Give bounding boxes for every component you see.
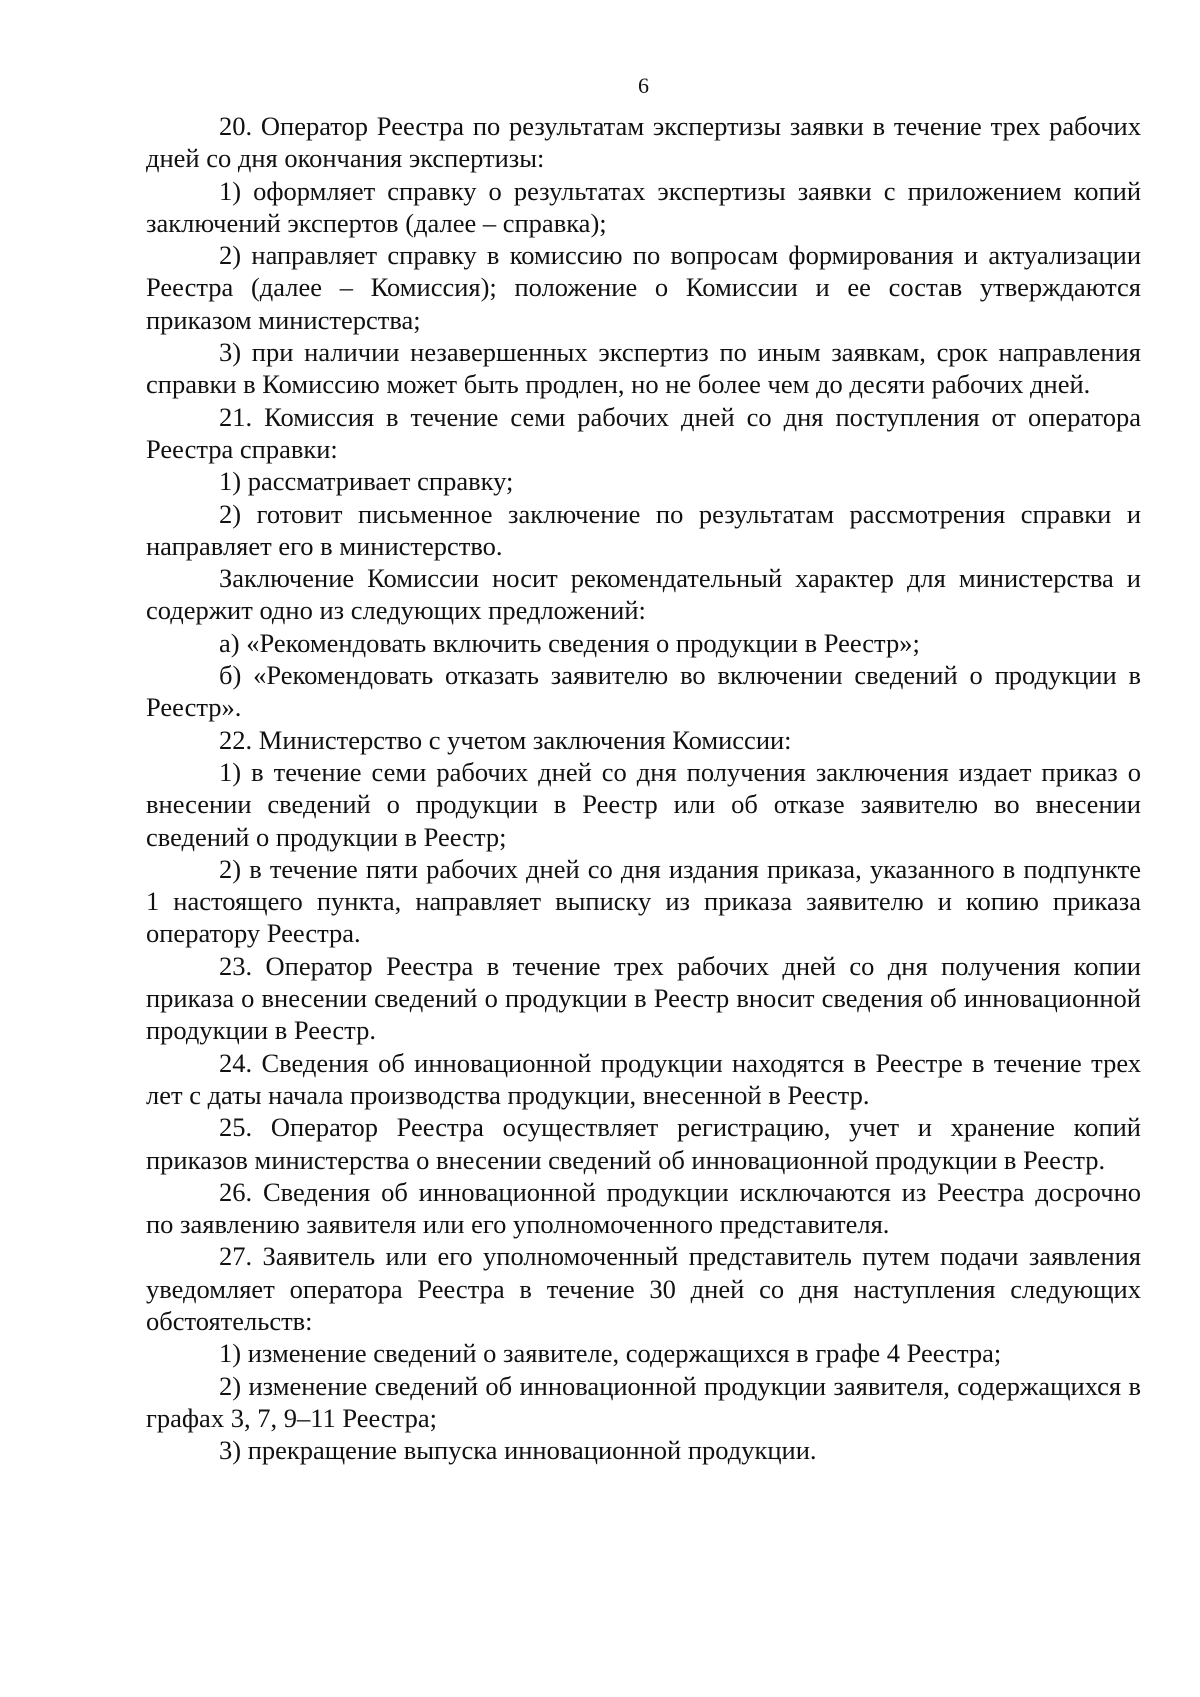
paragraph: 22. Министерство с учетом заключения Комиссии:	[219, 724, 792, 755]
paragraph: 1) в течение семи рабочих дней со дня получения заключения издает приказ о внесении сведений о продукции в Реестр или об отказе заявителю во внесении сведений о продукции в Реестр;	[146, 756, 1141, 852]
paragraph: б) «Рекомендовать отказать заявителю во включении сведений о продукции в Реестр».	[146, 660, 1141, 723]
paragraph: 2) изменение сведений об инновационной продукции заявителя, содержащихся в графах 3, 7, 9–11 Реестра;	[146, 1370, 1141, 1433]
paragraph: 2) направляет справку в комиссию по вопросам формирования и актуализации Реестра (далее – Комиссия); положение о Комиссии и ее состав утверждаются приказом министерства;	[146, 240, 1141, 335]
page-number: 6	[638, 73, 649, 98]
paragraph: 1) рассматривает справку;	[219, 466, 514, 497]
paragraph: 25. Оператор Реестра осуществляет регистрацию, учет и хранение копий приказов министерства о внесении сведений об инновационной продукции в Реестр.	[146, 1112, 1141, 1175]
paragraph: 23. Оператор Реестра в течение трех рабочих дней со дня получения копии приказа о внесении сведений о продукции в Реестр вносит сведения об инновационной продукции в Реестр.	[146, 950, 1141, 1046]
paragraph: 3) при наличии незавершенных экспертиз по иным заявкам, срок направления справки в Комиссию может быть продлен, но не более чем до десяти рабочих дней.	[146, 337, 1141, 400]
paragraph: Заключение Комиссии носит рекомендательный характер для министерства и содержит одно из следующих предложений:	[146, 563, 1141, 626]
paragraph: 20. Оператор Реестра по результатам экспертизы заявки в течение трех рабочих дней со дня окончания экспертизы:	[146, 111, 1141, 174]
paragraph: 1) изменение сведений о заявителе, содержащихся в графе 4 Реестра;	[219, 1338, 1002, 1369]
paragraph: 2) в течение пяти рабочих дней со дня издания приказа, указанного в подпункте 1 настоящего пункта, направляет выписку из приказа заявителю и копию приказа оператору Реестра.	[146, 853, 1141, 949]
document-body	[146, 110, 1141, 1466]
paragraph: 26. Сведения об инновационной продукции исключаются из Реестра досрочно по заявлению заявителя или его уполномоченного представителя.	[146, 1176, 1141, 1240]
paragraph: 2) готовит письменное заключение по результатам рассмотрения справки и направляет его в министерство.	[146, 498, 1141, 561]
paragraph: а) «Рекомендовать включить сведения о продукции в Реестр»;	[219, 627, 920, 658]
paragraph: 24. Сведения об инновационной продукции находятся в Реестре в течение трех лет с даты начала производства продукции, внесенной в Реестр.	[146, 1047, 1141, 1110]
paragraph: 1) оформляет справку о результатах экспертизы заявки с приложением копий заключений экспертов (далее – справка);	[146, 175, 1141, 238]
paragraph: 21. Комиссия в течение семи рабочих дней со дня поступления от оператора Реестра справки:	[146, 401, 1141, 464]
paragraph: 27. Заявитель или его уполномоченный представитель путем подачи заявления уведомляет оператора Реестра в течение 30 дней со дня наступления следующих обстоятельств:	[146, 1241, 1141, 1336]
paragraph: 3) прекращение выпуска инновационной продукции.	[219, 1435, 817, 1466]
